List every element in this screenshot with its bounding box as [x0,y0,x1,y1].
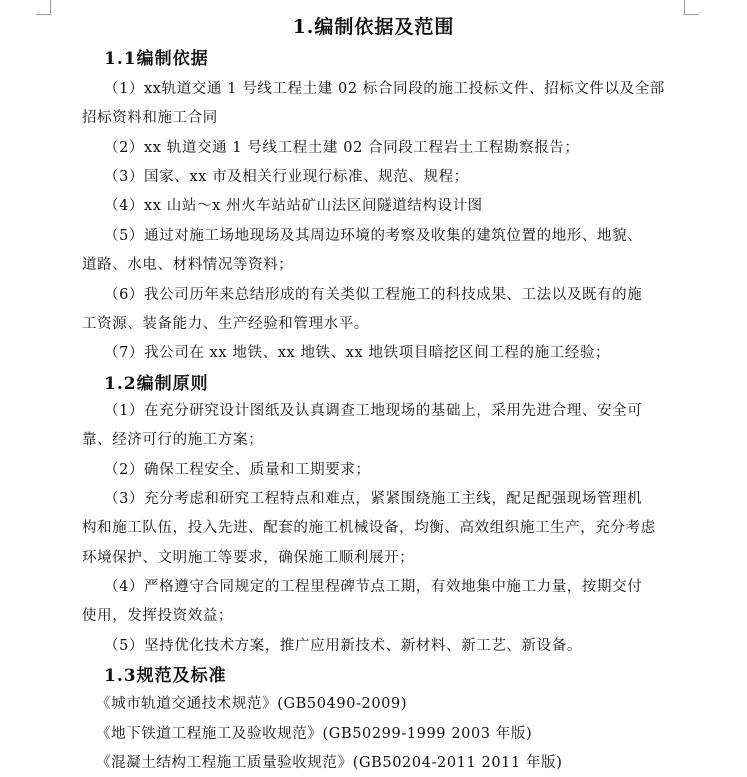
basis-item-7: （7）我公司在 xx 地铁、xx 地铁、xx 地铁项目暗挖区间工程的施工经验； [104,345,611,361]
standard-item-2: 《地下铁道工程施工及验收规范》(GB50299-1999 2003 年版) [96,726,533,742]
basis-item-6-cont: 工资源、装备能力、生产经验和管理水平。 [82,316,369,332]
section-heading-basis: 1.1编制依据 [104,49,209,69]
basis-item-5-cont: 道路、水电、材料情况等资料； [82,257,294,273]
standard-item-3: 《混凝土结构工程施工质量验收规范》(GB50204-2011 2011 年版) [96,755,563,771]
principle-item-3-cont-1: 构和施工队伍，投入先进、配套的施工机械设备，均衡、高效组织施工生产，充分考虑 [82,520,656,536]
principle-item-3-cont-2: 环境保护、文明施工等要求，确保施工顺利展开； [82,550,415,566]
section-heading-standards: 1.3规范及标准 [104,666,227,686]
basis-item-4: （4）xx 山站～x 州火车站站矿山法区间隧道结构设计图 [104,198,483,214]
principle-item-1: （1）在充分研究设计图纸及认真调查工地现场的基础上，采用先进合理、安全可 [104,403,643,419]
principle-item-5: （5）坚持优化技术方案，推广应用新技术、新材料、新工艺、新设备。 [104,638,582,654]
principle-item-4-cont: 使用，发挥投资效益； [82,608,233,624]
document-title: 1.编制依据及范围 [292,16,455,38]
basis-item-6: （6）我公司历年来总结形成的有关类似工程施工的科技成果、工法以及既有的施 [104,287,643,303]
section-heading-principles: 1.2编制原则 [104,374,209,394]
principle-item-1-cont: 靠、经济可行的施工方案； [82,432,264,448]
basis-item-2: （2）xx 轨道交通 1 号线工程土建 02 合同段工程岩土工程勘察报告； [104,140,580,156]
basis-item-3: （3）国家、xx 市及相关行业现行标准、规范、规程； [104,169,469,185]
principle-item-4: （4）严格遵守合同规定的工程里程碑节点工期，有效地集中施工力量，按期交付 [104,579,643,595]
principle-item-3: （3）充分考虑和研究工程特点和难点，紧紧围绕施工主线，配足配强现场管理机 [104,491,643,507]
basis-item-5: （5）通过对施工场地现场及其周边环境的考察及收集的建筑位置的地形、地貌、 [104,228,643,244]
principle-item-2: （2）确保工程安全、质量和工期要求； [104,462,371,478]
basis-item-1: （1）xx轨道交通 1 号线工程土建 02 标合同段的施工投标文件、招标文件以及全部 [104,81,665,97]
standard-item-1: 《城市轨道交通技术规范》(GB50490-2009) [96,696,408,712]
basis-item-1-cont: 招标资料和施工合同 [82,110,218,126]
